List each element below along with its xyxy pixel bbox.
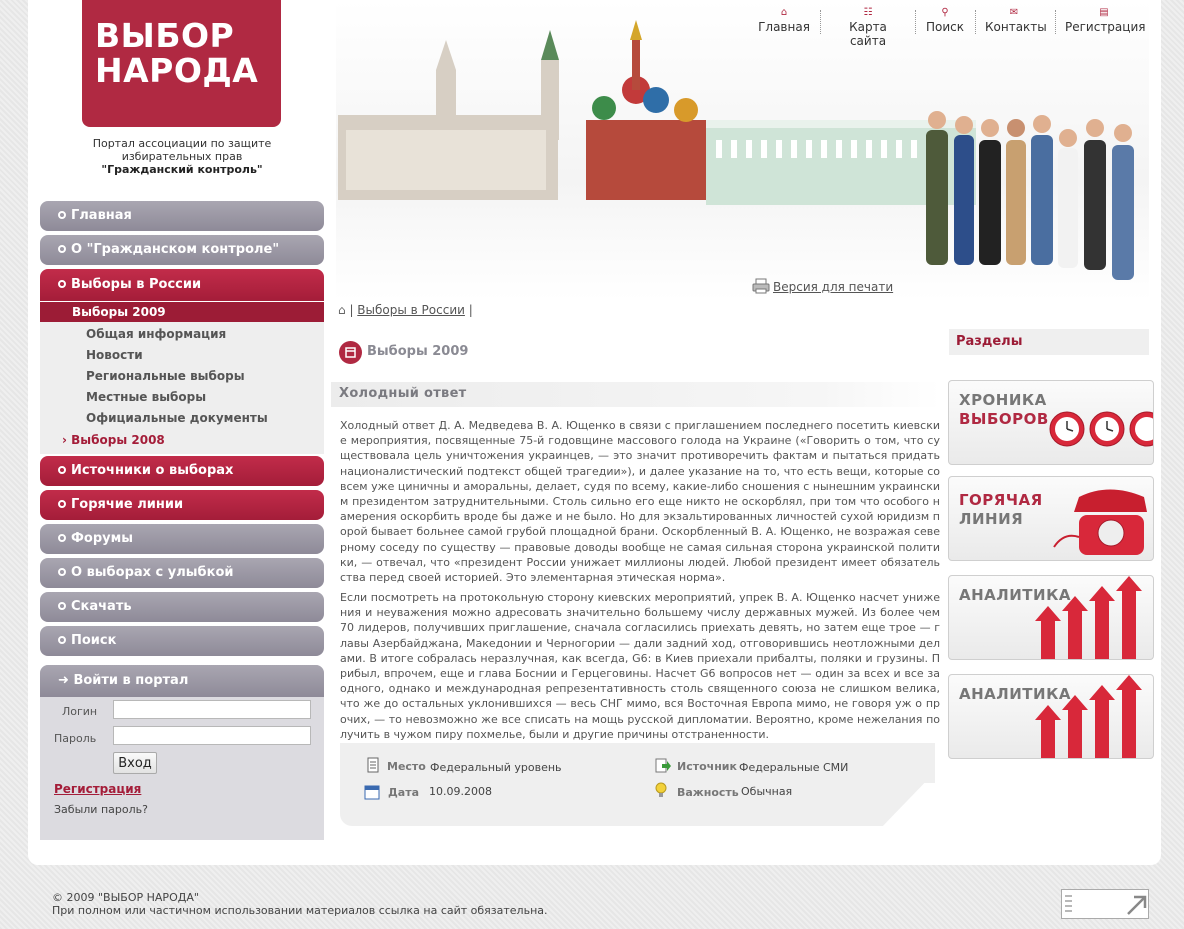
sitemap-icon: ☷ — [863, 7, 873, 18]
bullet-icon — [58, 211, 66, 219]
bullet-icon — [58, 500, 66, 508]
logo-line1: ВЫБОР — [95, 16, 235, 55]
meta-place-value: Федеральный уровень — [430, 761, 562, 774]
calendar-icon — [364, 784, 380, 800]
topnav-home[interactable] — [758, 6, 810, 36]
article-paragraph-2: Если посмотреть на протокольную сторону киевских мероприятий, упрек В. А. Ющенко насчет унижения и неуважения можно адресовать значительно большему числу державных мужей. Из более чем 70 лидеров, получивших приглашение, сначала согласились приехать девять, но затем еще трое — главы Азербайджана, Македонии и Черногории — дали задний ход, отговорившись неотложными делами. В итоге собралась неразлучная, как всегда, G6: в Киев приехали прибалты, поляки и грузины. Прибыл, впрочем, еще и глава Боснии и Герцеговины. Насчет G6 вопросов нет — один за всех и все за одного, однако и международная репрезентативность столь священного союза не слишком велика, что же до остальных уклонившихся — весь СНГ мимо, вся Восточная Европа мимо, не говоря уж о прочих, — то невозможно же все списать на мощь русской дипломатии. Вероятно, кроме нежелания получить в чужом пиру похмелье, были и другие причины отстраненности. — [340, 591, 940, 741]
login-panel — [40, 665, 324, 840]
promo-analytics-1[interactable] — [948, 575, 1154, 660]
sidebar-item-elections-russia[interactable] — [40, 269, 324, 301]
source-arrow-icon — [655, 758, 671, 774]
login-label: Логин — [62, 705, 98, 718]
password-input[interactable] — [113, 726, 311, 745]
login-header — [40, 665, 324, 697]
sidebar-item-home[interactable] — [40, 201, 324, 231]
topnav-sitemap[interactable] — [830, 6, 906, 48]
password-label: Пароль — [54, 732, 97, 745]
meta-importance-key: Важность — [677, 786, 739, 799]
topnav-label: Регистрация — [1065, 20, 1146, 34]
sidebar-item-label: Горячие линии — [71, 497, 184, 512]
sidebar-item-download[interactable] — [40, 592, 324, 622]
topnav-contacts[interactable] — [985, 6, 1047, 36]
breadcrumb-link[interactable]: Выборы в России — [357, 303, 465, 317]
banner-illustration — [336, 0, 1149, 300]
lightbulb-icon — [653, 782, 669, 798]
article-paragraph-1: Холодный ответ Д. А. Медведева В. А. Ющенко в связи с приглашением последнего посетить киевские мероприятия, посвященные 75-й годовщине массового голода на Украине («Говорить о том, что существовала цель уничтожения украинцев, — это значит противоречить фактам и пытаться придать националистический подтекст общей трагедии»), и далее указание на то, что есть вещи, которые совсем уже циничны и аморальны, делает, судя по всему, какие-либо сношения с нынешним украинским президентом затруднительными. Столь сильно его еще никто не оскорблял, при том что особого намерения оскорбить вроде бы даже и не было. Но для экзальтированных личностей сухой юридизм порой бывает больнее самой грубой площадной брани. Оскорбленный В. А. Ющенко, не возражая северному соседу по существу — правовые доводы вообще не самая сильная сторона украинской политики, — отвечал, что «президент России унижает миллионы людей. Любой президент имеет обязательства перед своей историей. Это элементарная этическая норма». — [340, 419, 940, 585]
meta-source-key: Источник — [677, 760, 737, 773]
sidebar-sub-news[interactable]: Новости — [86, 348, 143, 362]
sidebar-sub-documents[interactable]: Официальные документы — [86, 411, 268, 425]
login-title: Войти в портал — [73, 673, 189, 688]
sidebar-item-humor[interactable] — [40, 558, 324, 588]
sidebar-item-about[interactable] — [40, 235, 324, 265]
topnav-separator — [975, 10, 976, 34]
bullet-icon — [58, 636, 66, 644]
copyright-notice: При полном или частичном использовании материалов ссылка на сайт обязательна. — [52, 904, 548, 917]
promo-line1: АНАЛИТИКА — [959, 586, 1071, 604]
home-icon: ⌂ — [780, 7, 788, 18]
telephone-icon — [949, 477, 1154, 561]
tagline-line1: Портал ассоциации по защите — [92, 137, 272, 150]
site-tagline — [40, 137, 324, 176]
arrow-right-icon: ➜ — [58, 673, 69, 688]
topnav-label: Карта сайта — [849, 20, 887, 48]
sidebar-sub-label: Выборы 2008 — [71, 433, 165, 447]
meta-source-value: Федеральные СМИ — [739, 761, 849, 774]
growth-arrows-icon — [949, 576, 1154, 660]
sidebar-item-forums[interactable] — [40, 524, 324, 554]
home-icon[interactable]: ⌂ — [338, 303, 346, 317]
promo-line2: ЛИНИЯ — [959, 510, 1024, 528]
site-logo[interactable] — [82, 0, 281, 127]
login-button[interactable]: Вход — [113, 752, 157, 774]
bullet-icon — [58, 280, 66, 288]
sidebar-item-search[interactable] — [40, 626, 324, 656]
sidebar-item-label: Скачать — [71, 599, 132, 614]
forgot-password-link[interactable]: Забыли пароль? — [54, 803, 148, 816]
calendar-icon — [339, 341, 362, 364]
tagline-line2: избирательных прав — [121, 150, 243, 163]
meta-date-key: Дата — [388, 786, 420, 799]
sidebar-item-hotlines[interactable] — [40, 490, 324, 520]
footer-badge-link[interactable] — [1061, 889, 1149, 919]
search-icon: ⚲ — [941, 7, 949, 18]
meta-importance-value: Обычная — [741, 785, 793, 798]
breadcrumb: ⌂ | Выборы в России | — [338, 303, 473, 317]
topnav-separator — [915, 10, 916, 34]
sidebar-item-label: Поиск — [71, 633, 117, 648]
topnav-separator — [1055, 10, 1056, 34]
topnav-label: Главная — [758, 20, 810, 34]
sidebar-item-label: О "Гражданском контроле" — [71, 242, 280, 257]
promo-analytics-2[interactable] — [948, 674, 1154, 759]
sections-title: Разделы — [949, 329, 1149, 355]
document-icon — [365, 757, 381, 773]
login-input[interactable] — [113, 700, 311, 719]
chevron-right-icon: › — [62, 433, 67, 447]
alarm-clock-icon — [949, 381, 1154, 465]
meta-place-key: Место — [387, 760, 426, 773]
topnav-register[interactable] — [1065, 6, 1146, 36]
promo-hotline[interactable] — [948, 476, 1154, 561]
sidebar-item-label: Источники о выборах — [71, 463, 234, 478]
sidebar-sub-elections-2009[interactable]: Выборы 2009 — [40, 302, 324, 322]
copyright-text: © 2009 "ВЫБОР НАРОДА" — [52, 891, 199, 904]
sidebar-item-label: Выборы в России — [71, 277, 202, 292]
bullet-icon — [58, 466, 66, 474]
topnav-separator — [820, 10, 821, 34]
promo-line1: ГОРЯЧАЯ — [959, 491, 1043, 509]
bullet-icon — [58, 245, 66, 253]
sidebar-item-label: О выборах с улыбкой — [71, 565, 234, 580]
sidebar-sub-local[interactable]: Местные выборы — [86, 390, 207, 404]
bullet-icon — [58, 568, 66, 576]
promo-line1: ХРОНИКА — [959, 391, 1047, 409]
topnav-label: Контакты — [985, 20, 1047, 34]
sidebar-sub-general-info[interactable]: Общая информация — [86, 327, 227, 341]
sidebar-sub-regional[interactable]: Региональные выборы — [86, 369, 245, 383]
growth-arrows-icon — [949, 675, 1154, 759]
meta-date-value: 10.09.2008 — [429, 785, 492, 798]
mail-icon: ✉ — [1009, 7, 1019, 18]
external-link-icon — [1062, 890, 1150, 920]
print-version-link[interactable]: Версия для печати — [773, 280, 894, 294]
tagline-line3: "Гражданский контроль" — [101, 163, 263, 176]
bullet-icon — [58, 534, 66, 542]
sidebar-item-label: Форумы — [71, 531, 133, 546]
article-title: Холодный ответ — [339, 386, 467, 401]
logo-line2: НАРОДА — [95, 51, 259, 90]
promo-elections-chronicle[interactable] — [948, 380, 1154, 465]
sidebar-item-sources[interactable] — [40, 456, 324, 486]
promo-line2: ВЫБОРОВ — [959, 410, 1049, 428]
printer-icon — [752, 278, 770, 294]
sidebar-item-label: Главная — [71, 208, 132, 223]
header-banner — [336, 0, 1149, 300]
register-link[interactable]: Регистрация — [54, 782, 142, 796]
topnav-search[interactable] — [925, 6, 965, 36]
clipboard-icon: ▤ — [1099, 7, 1109, 18]
sidebar-sub-elections-2008[interactable] — [62, 433, 165, 447]
topnav-label: Поиск — [925, 20, 964, 34]
footer-copyright — [52, 891, 548, 917]
promo-line1: АНАЛИТИКА — [959, 685, 1071, 703]
bullet-icon — [58, 602, 66, 610]
section-title: Выборы 2009 — [367, 344, 469, 359]
